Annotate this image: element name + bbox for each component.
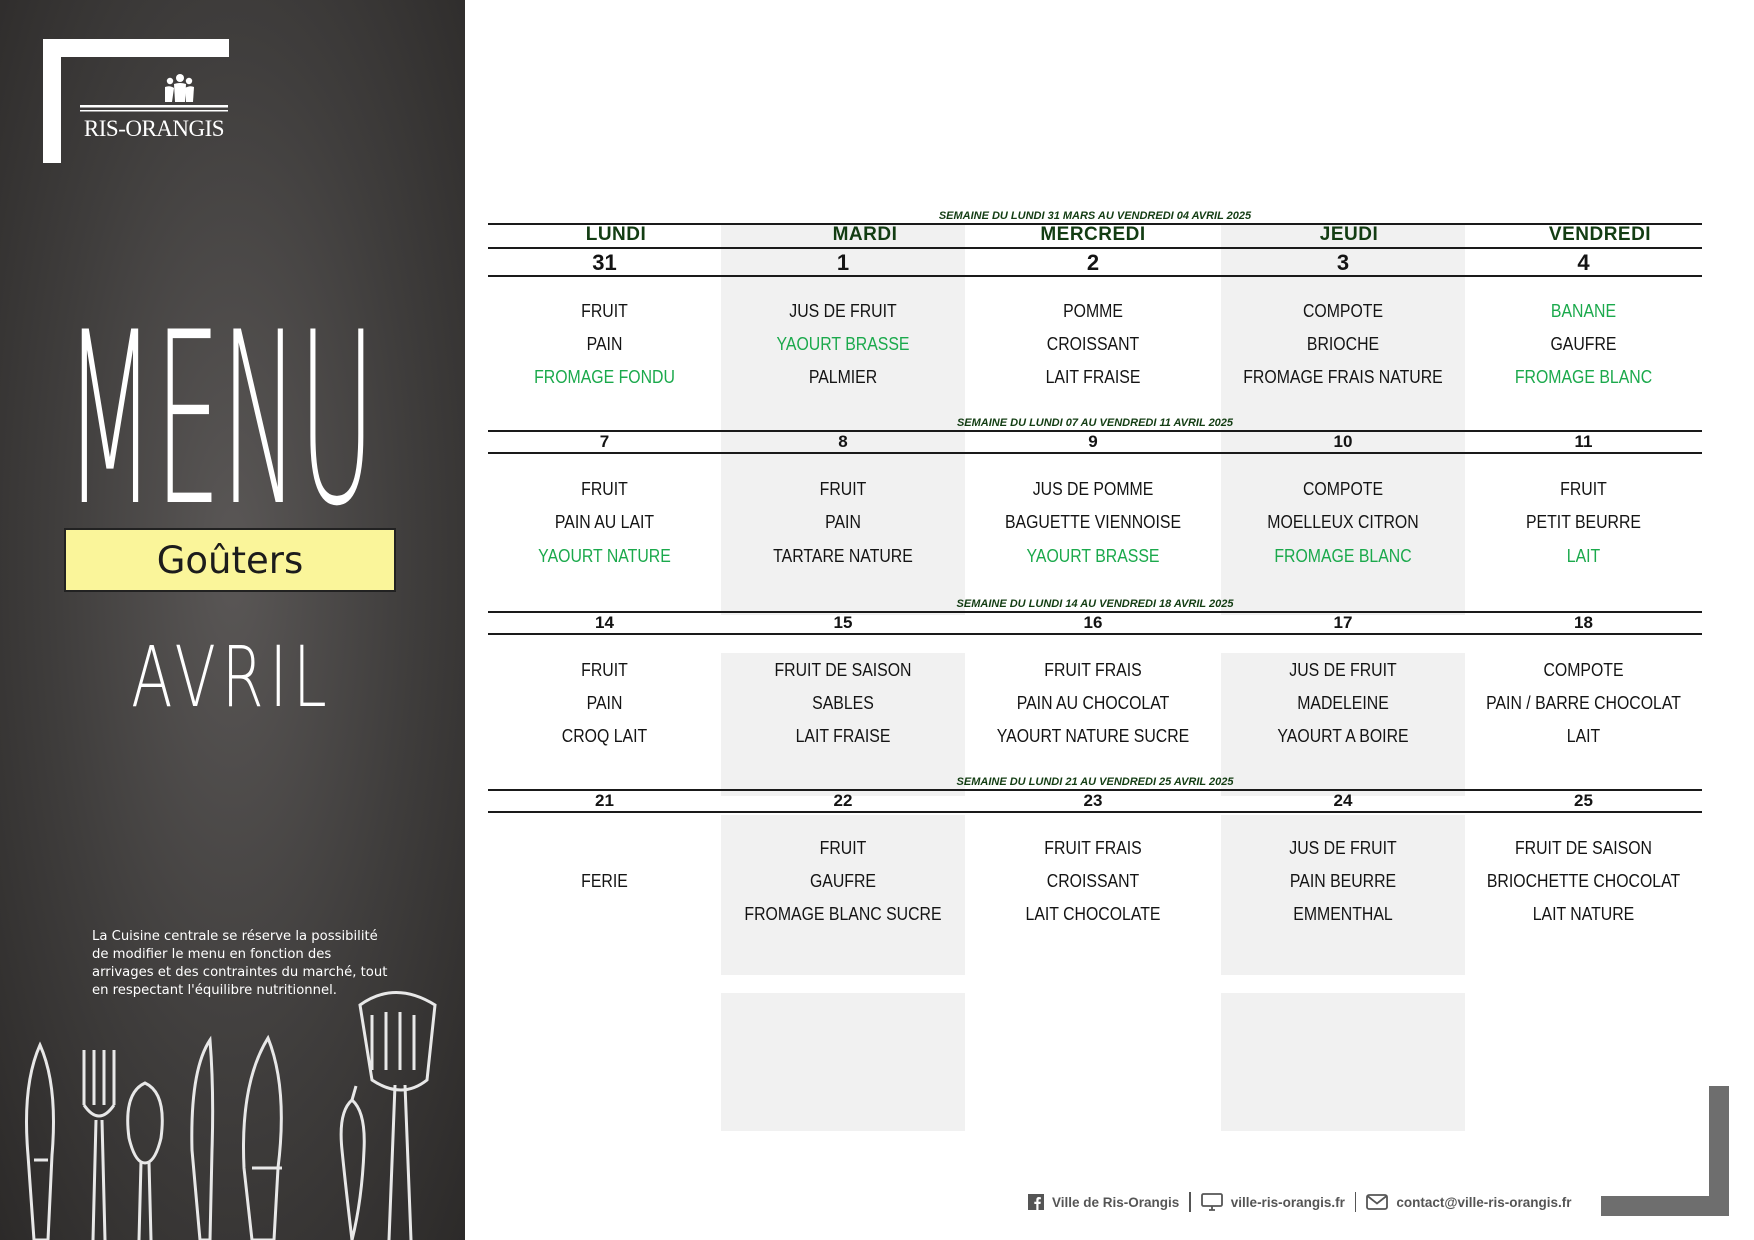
divider <box>488 247 1702 249</box>
menu-item: LAIT FRAISE <box>795 726 891 746</box>
date-cell: 10 <box>1333 432 1353 451</box>
date-cell: 2 <box>1086 250 1100 275</box>
menu-item: PAIN <box>586 693 623 713</box>
shade-jeudi-week-4 <box>1221 993 1465 1131</box>
menu-item: JUS DE FRUIT <box>1289 660 1397 680</box>
menu-item: FRUIT DE SAISON <box>1514 838 1653 858</box>
menu-item: YAOURT A BOIRE <box>1277 726 1409 746</box>
facebook-icon <box>1028 1194 1044 1210</box>
divider <box>488 811 1702 813</box>
day-header-jeudi: JEUDI <box>1319 224 1379 245</box>
menu-item: FROMAGE BLANC <box>1274 546 1412 566</box>
menu-item: EMMENTHAL <box>1293 904 1393 924</box>
menu-item: FRUIT FRAIS <box>1044 660 1142 680</box>
menu-item: FRUIT <box>819 838 867 858</box>
menu-item: LAIT FRAISE <box>1045 367 1141 387</box>
menu-item: PALMIER <box>808 367 878 387</box>
left-panel <box>0 0 465 1240</box>
date-cell: 4 <box>1577 250 1590 275</box>
menu-item: POMME <box>1063 301 1123 321</box>
logo-text: RIS-ORANGIS <box>83 116 225 141</box>
week-caption: SEMAINE DU LUNDI 21 AU VENDREDI 25 AVRIL 2025 <box>956 776 1234 788</box>
footer-separator <box>1189 1192 1191 1212</box>
menu-item: LAIT CHOCOLATE <box>1025 904 1161 924</box>
city-logo <box>78 72 230 142</box>
date-cell: 16 <box>1083 613 1103 632</box>
menu-item: PAIN / BARRE CHOCOLAT <box>1486 693 1681 713</box>
facebook-link[interactable]: Ville de Ris-Orangis <box>1052 1194 1180 1210</box>
menu-item: YAOURT NATURE <box>538 546 671 566</box>
menu-item: YAOURT BRASSE <box>1026 546 1160 566</box>
menu-item: MOELLEUX CITRON <box>1267 512 1419 532</box>
day-header-mardi: MARDI <box>832 224 898 245</box>
divider <box>488 633 1702 635</box>
menu-item: GAUFRE <box>809 871 876 891</box>
date-cell: 25 <box>1574 791 1593 810</box>
disclaimer-text: La Cuisine centrale se réserve la possibilité de modifier le menu en fonction des arrivages et des contraintes du marché, tout en respectant l'équilibre nutritionnel. <box>92 929 388 998</box>
menu-item: MADELEINE <box>1297 693 1389 713</box>
menu-item: COMPOTE <box>1543 660 1624 680</box>
menu-item: FERIE <box>581 871 628 891</box>
menu-item: PAIN BEURRE <box>1289 871 1397 891</box>
footer-email[interactable] <box>1366 1194 1571 1210</box>
date-cell: 17 <box>1333 613 1353 632</box>
footer <box>1028 1190 1572 1214</box>
week-caption: SEMAINE DU LUNDI 31 MARS AU VENDREDI 04 AVRIL 2025 <box>938 210 1252 222</box>
email-link[interactable]: contact@ville-ris-orangis.fr <box>1396 1194 1572 1210</box>
menu-item: LAIT <box>1566 726 1601 746</box>
date-cell: 7 <box>599 432 610 451</box>
date-cell: 9 <box>1088 432 1098 451</box>
menu-item: FRUIT <box>1560 479 1607 499</box>
menu-item: CROISSANT <box>1046 334 1140 354</box>
date-cell: 31 <box>592 250 617 275</box>
menu-item: TARTARE NATURE <box>773 546 913 566</box>
menu-item: YAOURT NATURE SUCRE <box>996 726 1190 746</box>
menu-item: BANANE <box>1550 301 1617 321</box>
menu-item: GAUFRE <box>1550 334 1617 354</box>
menu-item: FROMAGE FRAIS NATURE <box>1243 367 1443 387</box>
week-caption: SEMAINE DU LUNDI 07 AU VENDREDI 11 AVRIL 2025 <box>956 417 1234 429</box>
menu-item: FRUIT <box>819 479 867 499</box>
subtitle: Goûters <box>156 538 304 582</box>
date-cell: 21 <box>595 791 614 810</box>
menu-item: COMPOTE <box>1302 301 1384 321</box>
menu-item: FRUIT FRAIS <box>1044 838 1142 858</box>
date-cell: 3 <box>1336 250 1350 275</box>
divider <box>488 452 1702 454</box>
day-header-mercredi: MERCREDI <box>1040 224 1146 245</box>
date-cell: 18 <box>1574 613 1593 632</box>
month-title: AVRIL <box>131 628 333 726</box>
menu-item: FRUIT <box>581 479 628 499</box>
menu-item: PETIT BEURRE <box>1525 512 1642 532</box>
corner-bracket-bottom-right <box>1601 1086 1729 1216</box>
date-cell: 15 <box>833 613 853 632</box>
menu-item: FRUIT <box>581 660 628 680</box>
date-cell: 1 <box>836 250 850 275</box>
menu-item: PAIN AU LAIT <box>554 512 655 532</box>
menu-item: SABLES <box>812 693 874 713</box>
menu-item: BAGUETTE VIENNOISE <box>1004 512 1182 532</box>
menu-item: COMPOTE <box>1302 479 1384 499</box>
date-cell: 23 <box>1083 791 1103 810</box>
menu-item: LAIT <box>1566 546 1601 566</box>
day-header-lundi: LUNDI <box>585 224 647 245</box>
menu-item: FRUIT <box>581 301 628 321</box>
utensils-illustration <box>0 990 465 1240</box>
date-cell: 14 <box>595 613 614 632</box>
svg-text:MENU: MENU <box>65 316 375 512</box>
monitor-icon <box>1201 1193 1223 1211</box>
menu-item: PAIN <box>586 334 623 354</box>
menu-title <box>60 316 380 512</box>
menu-item: LAIT NATURE <box>1532 904 1635 924</box>
menu-item: BRIOCHE <box>1306 334 1380 354</box>
shade-mardi-week-4 <box>721 993 965 1131</box>
menu-item: FRUIT DE SAISON <box>774 660 912 680</box>
menu-item: JUS DE FRUIT <box>789 301 897 321</box>
website-link[interactable]: ville-ris-orangis.fr <box>1230 1194 1345 1210</box>
menu-item: BRIOCHETTE CHOCOLAT <box>1486 871 1681 891</box>
footer-separator <box>1355 1192 1357 1212</box>
menu-item: FROMAGE BLANC <box>1514 367 1653 387</box>
menu-item: JUS DE FRUIT <box>1289 838 1397 858</box>
date-cell: 11 <box>1574 432 1593 451</box>
date-cell: 8 <box>838 432 848 451</box>
day-header-vendredi: VENDREDI <box>1548 224 1652 245</box>
subtitle-box <box>64 528 396 592</box>
date-cell: 22 <box>833 791 853 810</box>
menu-item: FROMAGE FONDU <box>534 367 675 387</box>
footer-facebook[interactable] <box>1028 1194 1179 1210</box>
menu-item: JUS DE POMME <box>1032 479 1154 499</box>
footer-website[interactable] <box>1201 1193 1345 1211</box>
divider <box>488 275 1702 277</box>
week-caption: SEMAINE DU LUNDI 14 AU VENDREDI 18 AVRIL 2025 <box>956 598 1234 610</box>
menu-item: CROISSANT <box>1046 871 1140 891</box>
mail-icon <box>1366 1194 1388 1210</box>
logo-figures-icon <box>78 72 230 116</box>
date-cell: 24 <box>1333 791 1353 810</box>
menu-item: YAOURT BRASSE <box>776 334 910 354</box>
menu-item: PAIN AU CHOCOLAT <box>1016 693 1170 713</box>
menu-item: PAIN <box>825 512 861 532</box>
menu-item: CROQ LAIT <box>561 726 648 746</box>
menu-item: FROMAGE BLANC SUCRE <box>744 904 942 924</box>
